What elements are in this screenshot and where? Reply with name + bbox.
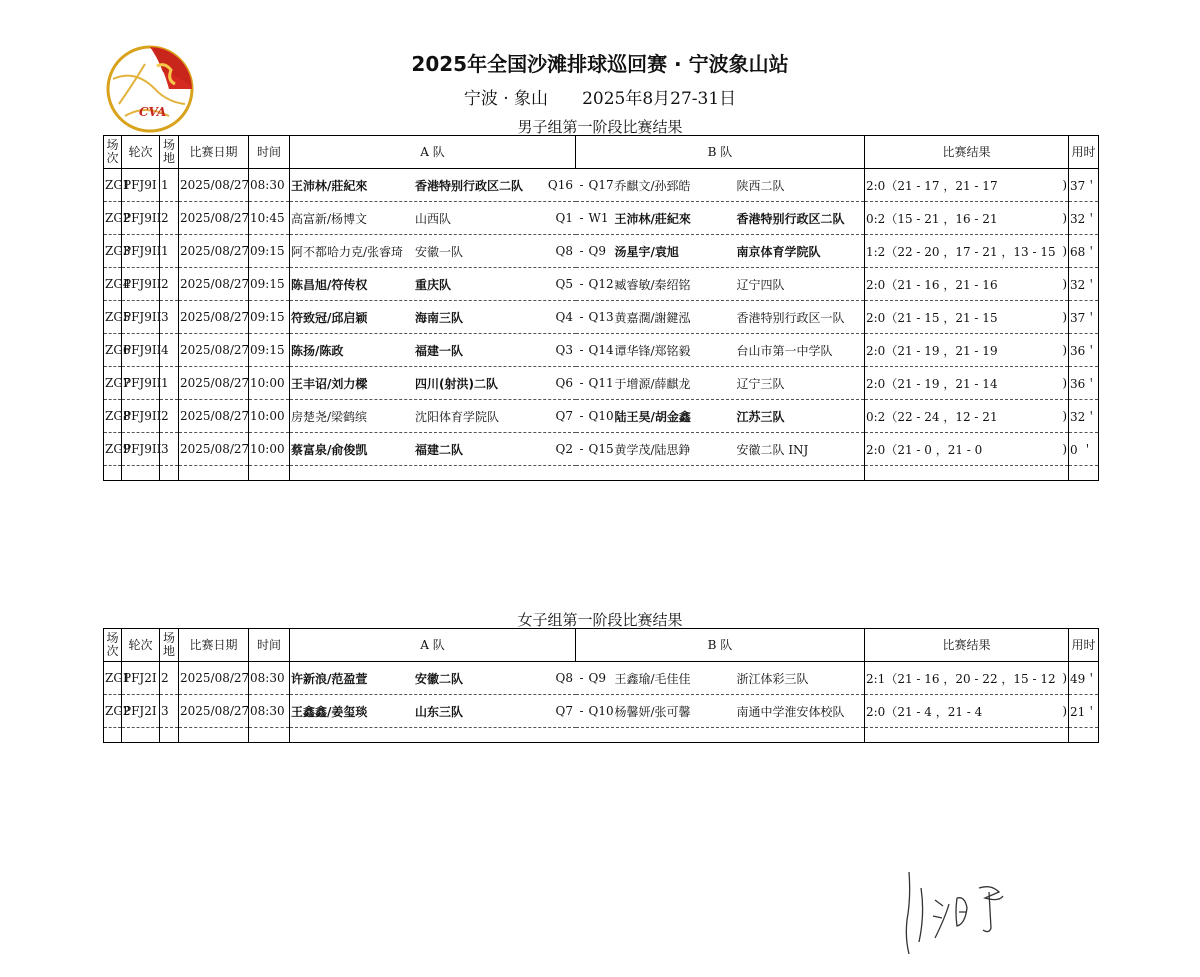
location-text: 宁波 · 象山 — [463, 89, 549, 109]
versus-dash: - — [579, 343, 584, 357]
women-section-title: 女子组第一阶段比赛结果 — [517, 611, 683, 629]
match-no: ZG7 — [105, 376, 131, 390]
match-result: 2:0（21 - 19 ，21 - 14 — [866, 376, 998, 391]
team-b-players: 于增源/薛麒龙 — [614, 376, 691, 391]
versus-dash: - — [579, 671, 584, 685]
col-duration-header: 用时 — [1069, 629, 1099, 662]
match-duration: 68＇ — [1070, 244, 1098, 259]
versus-dash: - — [579, 178, 584, 192]
match-duration: 36＇ — [1070, 343, 1098, 358]
match-time: 10:45 — [250, 211, 285, 225]
round: PFJ9II — [123, 409, 162, 423]
team-a-players: 王鑫鑫/姜玺琰 — [291, 704, 368, 719]
versus-dash: - — [579, 277, 584, 291]
table-row — [104, 433, 1099, 466]
team-a-seed: Q7 — [555, 409, 573, 423]
table-header-row — [104, 629, 1099, 662]
team-a-players: 高富新/杨博文 — [291, 211, 368, 226]
match-time: 09:15 — [250, 277, 285, 291]
team-a-name: 四川(射洪)二队 — [415, 376, 498, 391]
match-result: 2:1（21 - 16 ，20 - 22 ，15 - 12 — [866, 671, 1056, 686]
col-result-header: 比赛结果 — [865, 629, 1069, 662]
team-a-name: 海南三队 — [415, 310, 464, 325]
col-no-header: 场次 — [104, 136, 122, 169]
col-court-header: 场地 — [160, 629, 179, 662]
team-b-name: 安徽二队 INJ — [736, 442, 809, 457]
team-a-players: 陈昌旭/符传权 — [291, 277, 368, 292]
court: 3 — [161, 442, 169, 456]
team-b-players: 汤星宇/袁旭 — [614, 244, 679, 259]
team-a-seed: Q6 — [555, 376, 573, 390]
team-b-players: 谭华锋/郑铭毅 — [614, 343, 691, 358]
court: 3 — [161, 310, 169, 324]
team-b-name: 辽宁四队 — [736, 277, 785, 292]
team-a-name: 重庆队 — [415, 277, 452, 292]
cva-logo — [105, 44, 195, 134]
result-close-paren: ) — [1062, 704, 1067, 718]
match-duration: 32＇ — [1070, 211, 1098, 226]
match-time: 08:30 — [250, 671, 285, 685]
table-row — [104, 301, 1099, 334]
col-time-header: 时间 — [249, 629, 290, 662]
table-row — [104, 662, 1099, 695]
match-no: ZG2 — [105, 704, 131, 718]
match-duration: 21＇ — [1070, 704, 1098, 719]
team-b-name: 台山市第一中学队 — [736, 343, 833, 358]
team-b-seed: W1 — [588, 211, 609, 225]
match-duration: 36＇ — [1070, 376, 1098, 391]
match-duration: 32＇ — [1070, 409, 1098, 424]
result-close-paren: ) — [1062, 376, 1067, 390]
result-close-paren: ) — [1062, 244, 1067, 258]
team-b-players: 乔麒文/孙郅皓 — [614, 178, 691, 193]
col-team-a-header: A 队 — [290, 629, 576, 662]
match-result: 1:2（22 - 20 ，17 - 21 ，13 - 15 — [866, 244, 1056, 259]
team-a-players: 蔡富泉/俞俊凯 — [291, 442, 368, 457]
round: PFJ9II — [123, 376, 162, 390]
team-a-players: 许新浪/范盈萱 — [291, 671, 368, 686]
team-b-name: 南京体育学院队 — [736, 244, 821, 259]
match-date: 2025/08/27 — [180, 343, 250, 357]
team-b-name: 香港特别行政区二队 — [736, 211, 845, 226]
court: 3 — [161, 704, 169, 718]
col-team-b-header: B 队 — [576, 136, 865, 169]
team-a-name: 福建一队 — [415, 343, 464, 358]
result-close-paren: ) — [1062, 671, 1067, 685]
match-no: ZG3 — [105, 244, 131, 258]
team-a-players: 陈扬/陈政 — [291, 343, 344, 358]
team-a-players: 王丰诏/刘力樑 — [291, 376, 368, 391]
team-b-seed: Q10 — [588, 409, 614, 423]
team-b-seed: Q15 — [588, 442, 614, 456]
team-a-name: 山东三队 — [415, 704, 464, 719]
col-date-header: 比赛日期 — [179, 629, 249, 662]
logo-text: CVA — [139, 105, 167, 119]
table-row — [104, 367, 1099, 400]
match-date: 2025/08/27 — [180, 310, 250, 324]
col-team-b-header: B 队 — [576, 629, 865, 662]
table-row — [104, 695, 1099, 728]
team-a-players: 房楚尧/梁鹤缤 — [291, 409, 368, 424]
round: PFJ9II — [123, 310, 162, 324]
team-b-name: 南通中学淮安体校队 — [736, 704, 845, 719]
team-b-name: 陕西二队 — [736, 178, 785, 193]
team-a-name: 福建二队 — [415, 442, 464, 457]
versus-dash: - — [579, 244, 584, 258]
table-blank-row — [104, 728, 1099, 743]
team-a-name: 香港特别行政区二队 — [415, 178, 524, 193]
team-b-players: 黄嘉濶/謝鍵泓 — [614, 310, 691, 325]
team-b-players: 黄学茂/陆思錚 — [614, 442, 691, 457]
team-b-name: 江苏三队 — [736, 409, 785, 424]
team-b-players: 陆王昊/胡金鑫 — [614, 409, 691, 424]
col-court-header: 场地 — [160, 136, 179, 169]
result-close-paren: ) — [1062, 178, 1067, 192]
match-no: ZG1 — [105, 178, 131, 192]
result-close-paren: ) — [1062, 409, 1067, 423]
match-result: 2:0（21 - 0 ，21 - 0 — [866, 442, 983, 457]
table-row — [104, 268, 1099, 301]
team-a-seed: Q5 — [555, 277, 573, 291]
result-close-paren: ) — [1062, 442, 1067, 456]
match-date: 2025/08/27 — [180, 442, 250, 456]
team-a-seed: Q2 — [555, 442, 573, 456]
match-no: ZG6 — [105, 343, 131, 357]
signature-image — [895, 868, 1030, 958]
team-b-name: 香港特别行政区一队 — [736, 310, 845, 325]
table-row — [104, 202, 1099, 235]
round: PFJ9II — [123, 244, 162, 258]
match-time: 10:00 — [250, 409, 285, 423]
match-time: 10:00 — [250, 442, 285, 456]
match-time: 08:30 — [250, 178, 285, 192]
match-date: 2025/08/27 — [180, 211, 250, 225]
result-close-paren: ) — [1062, 277, 1067, 291]
round: PFJ9II — [123, 211, 162, 225]
match-result: 2:0（21 - 4 ，21 - 4 — [866, 704, 983, 719]
team-a-seed: Q8 — [555, 244, 573, 258]
versus-dash: - — [579, 310, 584, 324]
col-team-a-header: A 队 — [290, 136, 576, 169]
round: PFJ2I — [123, 671, 157, 685]
match-duration: 32＇ — [1070, 277, 1098, 292]
team-a-seed: Q7 — [555, 704, 573, 718]
team-a-seed: Q4 — [555, 310, 573, 324]
col-round-header: 轮次 — [122, 629, 160, 662]
versus-dash: - — [579, 409, 584, 423]
versus-dash: - — [579, 376, 584, 390]
round: PFJ9II — [123, 442, 162, 456]
court: 2 — [161, 277, 169, 291]
match-time: 08:30 — [250, 704, 285, 718]
col-round-header: 轮次 — [122, 136, 160, 169]
match-no: ZG9 — [105, 442, 131, 456]
match-time: 09:15 — [250, 244, 285, 258]
team-a-players: 阿不都哈力克/张睿琦 — [291, 244, 404, 259]
match-date: 2025/08/27 — [180, 244, 250, 258]
versus-dash: - — [579, 211, 584, 225]
match-no: ZG1 — [105, 671, 131, 685]
col-no-header: 场次 — [104, 629, 122, 662]
round: PFJ9I — [123, 178, 157, 192]
versus-dash: - — [579, 442, 584, 456]
match-time: 09:15 — [250, 310, 285, 324]
round: PFJ2I — [123, 704, 157, 718]
team-b-players: 杨馨妍/张可馨 — [614, 704, 691, 719]
match-result: 0:2（15 - 21 ，16 - 21 — [866, 211, 998, 226]
match-no: ZG8 — [105, 409, 131, 423]
table-row — [104, 400, 1099, 433]
round: PFJ9II — [123, 277, 162, 291]
match-no: ZG4 — [105, 277, 131, 291]
round: PFJ9II — [123, 343, 162, 357]
court: 2 — [161, 671, 169, 685]
match-time: 09:15 — [250, 343, 285, 357]
court: 4 — [161, 343, 169, 357]
team-a-name: 山西队 — [415, 211, 452, 226]
court: 1 — [161, 178, 169, 192]
team-b-seed: Q9 — [588, 244, 606, 258]
match-result: 2:0（21 - 19 ，21 - 19 — [866, 343, 998, 358]
court: 1 — [161, 376, 169, 390]
team-a-name: 安徽二队 — [415, 671, 464, 686]
team-b-players: 王鑫瑜/毛佳佳 — [614, 671, 691, 686]
match-result: 0:2（22 - 24 ，12 - 21 — [866, 409, 998, 424]
team-a-seed: Q8 — [555, 671, 573, 685]
match-result: 2:0（21 - 16 ，21 - 16 — [866, 277, 998, 292]
match-date: 2025/08/27 — [180, 376, 250, 390]
men-section-title: 男子组第一阶段比赛结果 — [517, 118, 683, 136]
team-a-players: 王沛林/莊紀來 — [291, 178, 368, 193]
team-a-name: 安徽一队 — [415, 244, 464, 259]
court: 2 — [161, 409, 169, 423]
match-result: 2:0（21 - 15 ，21 - 15 — [866, 310, 998, 325]
page-title: 2025年全国沙滩排球巡回赛 · 宁波象山站 — [411, 52, 789, 76]
match-date: 2025/08/27 — [180, 277, 250, 291]
table-row — [104, 334, 1099, 367]
match-duration: 49＇ — [1070, 671, 1098, 686]
match-no: ZG2 — [105, 211, 131, 225]
men-results-table — [103, 135, 1099, 481]
court: 2 — [161, 211, 169, 225]
team-a-seed: Q1 — [555, 211, 573, 225]
col-duration-header: 用时 — [1069, 136, 1099, 169]
team-b-seed: Q12 — [588, 277, 614, 291]
col-date-header: 比赛日期 — [179, 136, 249, 169]
result-close-paren: ) — [1062, 310, 1067, 324]
team-a-name: 沈阳体育学院队 — [415, 409, 500, 424]
col-result-header: 比赛结果 — [865, 136, 1069, 169]
match-date: 2025/08/27 — [180, 704, 250, 718]
women-results-table — [103, 628, 1099, 743]
team-a-seed: Q3 — [555, 343, 573, 357]
result-close-paren: ) — [1062, 211, 1067, 225]
team-b-players: 臧睿敏/秦绍铭 — [614, 277, 691, 292]
team-b-seed: Q9 — [588, 671, 606, 685]
team-a-seed: Q16 — [547, 178, 573, 192]
team-b-seed: Q11 — [588, 376, 614, 390]
team-b-seed: Q17 — [588, 178, 614, 192]
dates-text: 2025年8月27-31日 — [582, 89, 737, 109]
table-row — [104, 169, 1099, 202]
page-subtitle — [300, 84, 900, 109]
table-header-row — [104, 136, 1099, 169]
team-b-name: 浙江体彩三队 — [736, 671, 809, 686]
team-b-seed: Q10 — [588, 704, 614, 718]
match-date: 2025/08/27 — [180, 178, 250, 192]
table-blank-row — [104, 466, 1099, 481]
result-close-paren: ) — [1062, 343, 1067, 357]
match-result: 2:0（21 - 17 ，21 - 17 — [866, 178, 998, 193]
team-b-players: 王沛林/莊紀來 — [614, 211, 691, 226]
match-date: 2025/08/27 — [180, 671, 250, 685]
team-b-seed: Q13 — [588, 310, 614, 324]
match-date: 2025/08/27 — [180, 409, 250, 423]
match-duration: 37＇ — [1070, 310, 1098, 325]
col-time-header: 时间 — [249, 136, 290, 169]
match-time: 10:00 — [250, 376, 285, 390]
team-b-name: 辽宁三队 — [736, 376, 785, 391]
match-no: ZG5 — [105, 310, 131, 324]
match-duration: 37＇ — [1070, 178, 1098, 193]
team-a-players: 符致冠/邱启颖 — [291, 310, 368, 325]
versus-dash: - — [579, 704, 584, 718]
team-b-seed: Q14 — [588, 343, 614, 357]
court: 1 — [161, 244, 169, 258]
match-duration: 0 ＇ — [1070, 442, 1094, 457]
table-row — [104, 235, 1099, 268]
